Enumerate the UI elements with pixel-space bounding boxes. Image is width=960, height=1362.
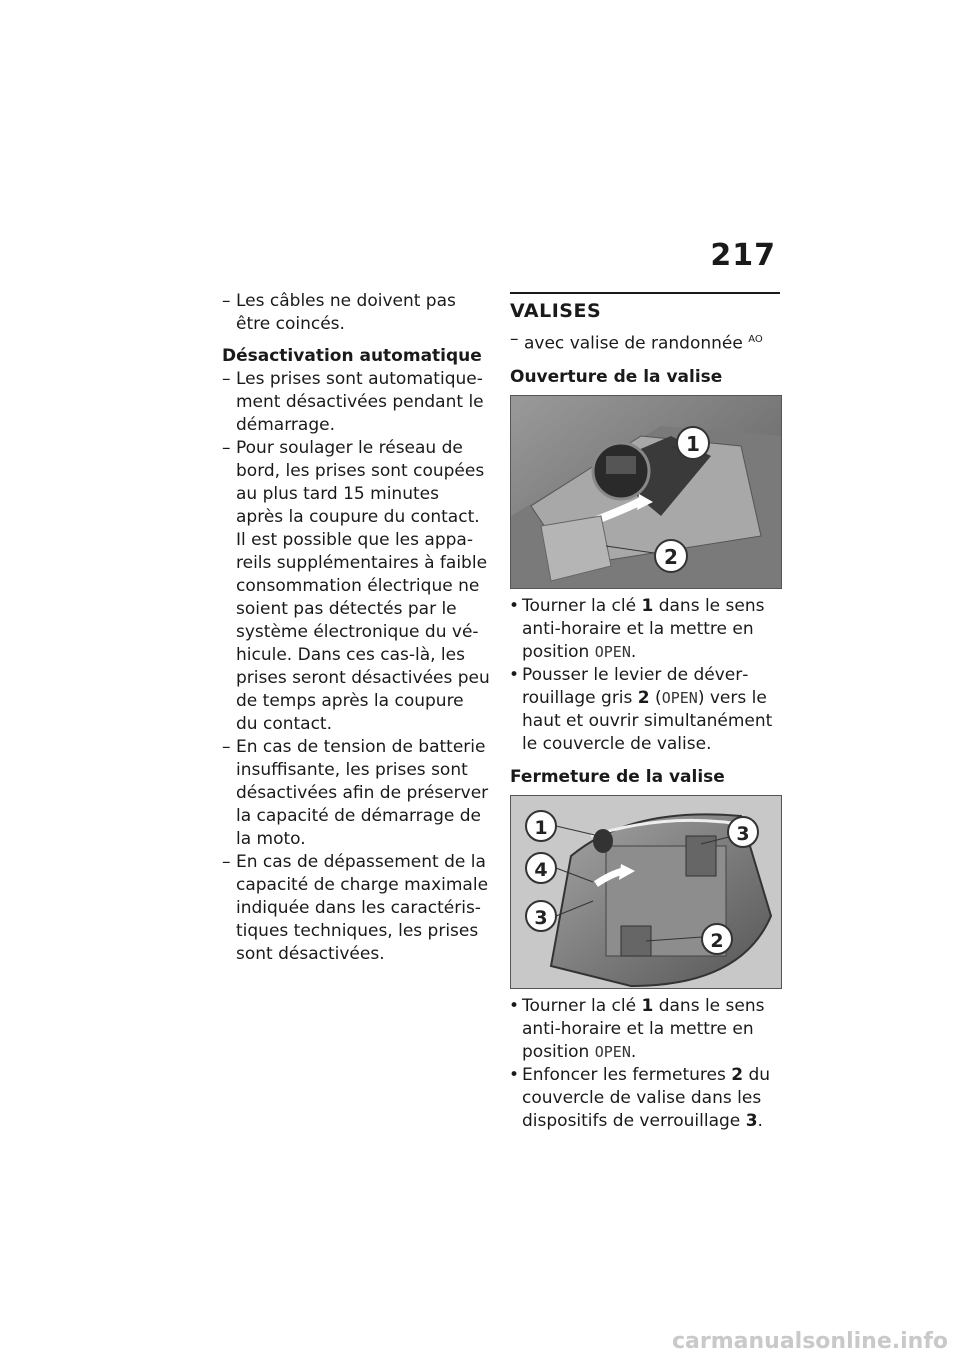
list-item: – Les prises sont automatiquement désactivées pendant le démarrage. [222,368,490,437]
section-header [510,292,780,322]
equipment-text: avec valise de randonnée [524,333,743,354]
equipment-note [510,328,780,356]
heading-auto-deactivation: Désactivation automatique [222,346,482,366]
list-item: – Pour soulager le réseau de bord, les prises sont coupées au plus tard 15 minutes après la coupure du contact. Il est possible que les appareils supplémentaires à faible consommation électrique ne soient pas détectés par le système électronique du véhicule. Dans ces cas-là, les prises seront désactivées peu de temps après la coupure du contact. [222,437,490,736]
step-close-2: • Enfoncer les fermetures 2 du couvercle de valise dans les dispositifs de verrouillage 3. [510,1064,780,1133]
equipment-code: AO [748,334,763,345]
heading-closing: Fermeture de la valise [510,766,725,787]
right-column [510,292,780,1133]
code-open: OPEN [661,688,698,707]
section-title: VALISES [510,300,602,322]
callout-1: 1 [686,431,700,456]
list-item: – En cas de dépassement de la capacité de charge maximale indiquée dans les caractéristiques techniques, les prises sont désactivées. [222,851,490,966]
figure-opening [510,395,782,589]
callout-2: 2 [710,929,724,952]
code-open: OPEN [594,642,631,661]
code-open: OPEN [594,1042,631,1061]
callout-1: 1 [534,816,548,839]
ref-2: 2 [731,1064,744,1085]
figure-closing [510,795,782,989]
ref-1: 1 [641,995,654,1016]
ref-2: 2 [637,687,650,708]
callout-2: 2 [664,544,678,569]
callout-3: 3 [534,906,548,929]
step-close-1: • Tourner la clé 1 dans le sens anti-horaire et la mettre en position OPEN. [510,995,780,1064]
callout-3: 3 [736,822,750,845]
list-item: – Les câbles ne doivent pas être coincés. [222,290,490,336]
ref-3: 3 [745,1110,758,1131]
step-open-1: • Tourner la clé 1 dans le sens anti-horaire et la mettre en position OPEN. [510,595,780,664]
left-column [222,290,490,966]
list-item: – En cas de tension de batterie insuffisante, les prises sont désactivées afin de préserver la capacité de démarrage de la moto. [222,736,490,851]
page-number: 217 [710,238,776,273]
footer-watermark: carmanualsonline.info [672,1329,948,1354]
heading-opening: Ouverture de la valise [510,366,723,387]
callout-4: 4 [534,858,548,881]
step-open-2: • Pousser le levier de déverrouillage gris 2 (OPEN) vers le haut et ouvrir simultanément le couvercle de valise. [510,664,780,756]
ref-1: 1 [641,595,654,616]
